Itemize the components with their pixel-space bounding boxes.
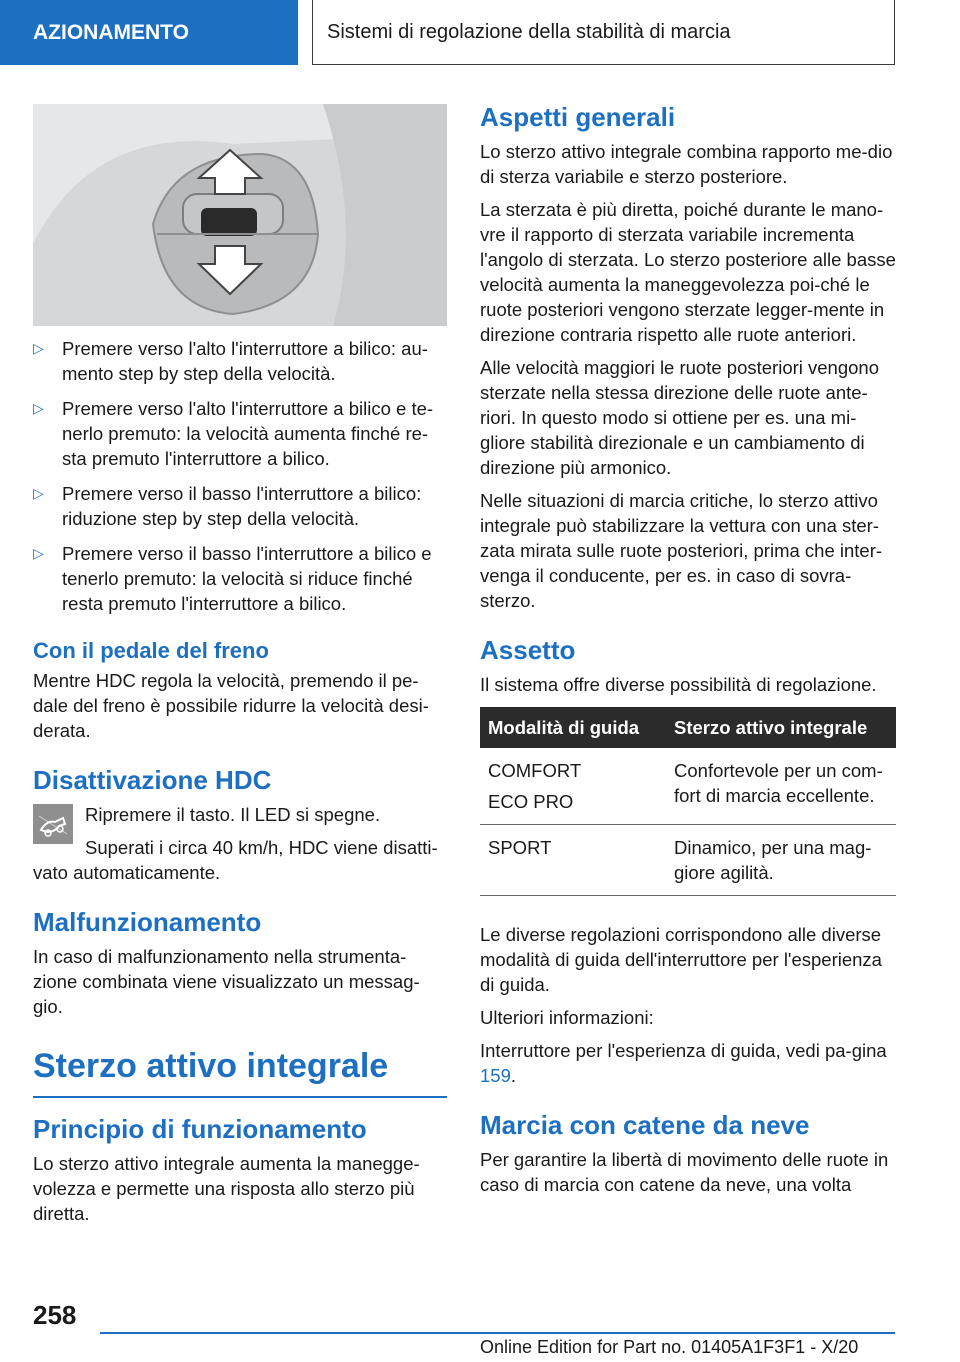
chapter-title-text: Sistemi di regolazione della stabilità di marcia	[327, 20, 731, 43]
edition-text: Online Edition for Part no. 01405A1F3F1 - X/20	[480, 1337, 859, 1357]
left-column	[33, 104, 447, 1234]
malfunction-heading: Malfunzionamento	[33, 907, 262, 937]
bullet-triangle-icon: ▷	[33, 340, 44, 356]
after-table-paragraph-3: Interruttore per l'esperienza di guida, vedi pa-gina 159.	[480, 1040, 887, 1086]
brake-heading: Con il pedale del freno	[33, 638, 269, 663]
section-label: AZIONAMENTO	[33, 20, 189, 44]
table-header-mode: Modalità di guida	[480, 707, 666, 748]
table-cell-mode: SPORT	[480, 825, 666, 896]
page-number: 258	[33, 1300, 77, 1330]
snow-chains-text: Per garantire la libertà di movimento delle ruote in caso di marcia con catene da neve, una volta	[480, 1149, 889, 1195]
principle-heading: Principio di funzionamento	[33, 1114, 367, 1144]
hdc-button-icon	[33, 804, 73, 844]
steering-wheel-switch-illustration	[33, 104, 447, 326]
setup-heading: Assetto	[480, 635, 576, 665]
table-cell-mode: COMFORT ECO PRO	[480, 748, 666, 825]
general-paragraph-2: La sterzata è più diretta, poiché durante le mano-vre il rapporto di sterzata variabile incrementa l'angolo di sterzata. Lo sterzo posteriore alle basse velocità aumenta la maneggevolezza poi-ché le ruote posteriori vengono sterzate legger-mente in direzione contraria rispetto alle ruote anteriori.	[480, 199, 896, 345]
list-item: ▷ Premere verso il basso l'interruttore a bilico: riduzione step by step della velocità.	[33, 483, 422, 529]
bullet-triangle-icon: ▷	[33, 545, 44, 561]
table-header-steering: Sterzo attivo integrale	[666, 707, 896, 748]
table-row	[480, 748, 896, 825]
right-column	[480, 102, 896, 1205]
bullet-triangle-icon: ▷	[33, 400, 44, 416]
after-table-paragraph-2: Ulteriori informazioni:	[480, 1007, 654, 1028]
snow-chains-heading: Marcia con catene da neve	[480, 1110, 810, 1140]
list-item: ▷ Premere verso l'alto l'interruttore a bilico: au-mento step by step della velocità.	[33, 338, 428, 384]
table-cell-desc: Dinamico, per una mag-giore agilità.	[666, 825, 896, 896]
bullet-triangle-icon: ▷	[33, 485, 44, 501]
disable-instructions	[33, 802, 447, 827]
after-table-paragraph-1: Le diverse regolazioni corrispondono alle diverse modalità di guida dell'interruttore per l'esperienza di guida.	[480, 924, 882, 995]
table-header-row	[480, 707, 896, 748]
table-cell-desc: Confortevole per un com-fort di marcia eccellente.	[666, 748, 896, 825]
general-heading: Aspetti generali	[480, 102, 676, 132]
disable-text-2: Superati i circa 40 km/h, HDC viene disatti-vato automaticamente.	[33, 837, 438, 883]
principle-text: Lo sterzo attivo integrale aumenta la manegge-volezza e permette una risposta allo sterzo più diretta.	[33, 1153, 420, 1224]
malfunction-text: In caso di malfunzionamento nella strumenta-zione combinata viene visualizzato un messag-gio.	[33, 946, 420, 1017]
general-paragraph-4: Nelle situazioni di marcia critiche, lo sterzo attivo integrale può stabilizzare la vettura con una ster-zata mirata sulle ruote posteriori, prima che inter-venga il conducente, per es. in caso di sovra-sterzo.	[480, 490, 883, 611]
list-item: ▷ Premere verso il basso l'interruttore a bilico e tenerlo premuto: la velocità si riduce finché resta premuto l'interruttore a bilico.	[33, 543, 432, 614]
footer-divider	[100, 1332, 895, 1334]
chapter-title	[312, 0, 895, 65]
disable-text-1: Ripremere il tasto. Il LED si spegne.	[85, 804, 381, 825]
section-tab	[0, 0, 298, 65]
list-item: ▷ Premere verso l'alto l'interruttore a bilico e te-nerlo premuto: la velocità aumenta finché re-sta premuto l'interruttore a bilico.	[33, 398, 434, 469]
main-section-heading: Sterzo attivo integrale	[33, 1047, 447, 1098]
rocker-switch-icon	[33, 104, 447, 326]
disable-heading: Disattivazione HDC	[33, 765, 272, 795]
table-row	[480, 825, 896, 896]
brake-text: Mentre HDC regola la velocità, premendo il pe-dale del freno è possibile ridurre la velocità desi-derata.	[33, 670, 429, 741]
general-paragraph-3: Alle velocità maggiori le ruote posteriori vengono sterzate nella stessa direzione delle ruote ante-riori. In questo modo si ottiene per es. una mi-gliore stabilità direzionale e un cambiamento di direzione più armonico.	[480, 357, 879, 478]
switch-bullet-list	[33, 336, 447, 616]
setup-text: Il sistema offre diverse possibilità di regolazione.	[480, 674, 877, 695]
general-paragraph-1: Lo sterzo attivo integrale combina rapporto me-dio di sterza variabile e sterzo posteriore.	[480, 141, 893, 187]
driving-modes-table	[480, 707, 896, 896]
page-link[interactable]: 159	[480, 1065, 511, 1086]
